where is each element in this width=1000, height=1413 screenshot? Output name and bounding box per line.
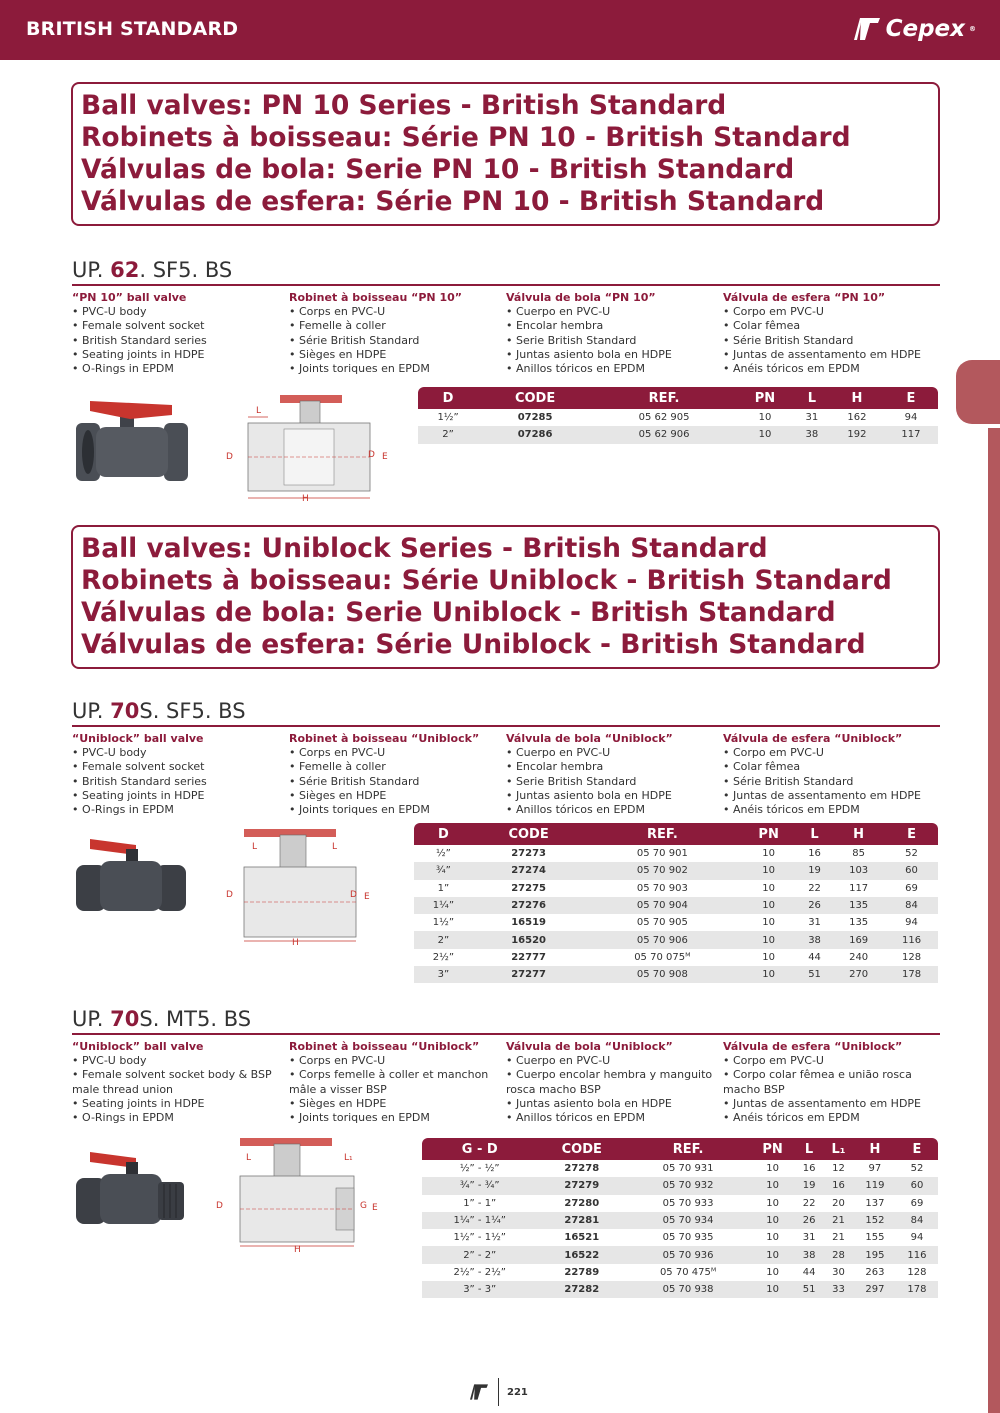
drawing3-label-l1: L₁ (344, 1153, 353, 1163)
section1-heading-pt: Válvulas de esfera: Série PN 10 - British Standard (81, 186, 825, 217)
drawing3-label-d: D (216, 1201, 223, 1211)
drawing3-label-h: H (294, 1245, 301, 1255)
drawing1-label-h: H (302, 494, 309, 503)
footer-separator (498, 1378, 499, 1406)
technical-drawing (224, 827, 384, 947)
ball-valve-photo (72, 1148, 192, 1228)
product1-table (418, 387, 938, 444)
drawing3-label-g: G (360, 1201, 367, 1211)
drawing1-label-d: D (226, 452, 233, 462)
product3-model-number: 70 (110, 1007, 140, 1031)
brand-logo (852, 16, 976, 42)
table-row: 1¼” - 1¼” 27281 05 70 934 10 26 21 152 84 (422, 1212, 938, 1229)
table-row: ¾” 27274 05 70 902 10 19 103 60 (414, 862, 938, 879)
product3-desc-pt: Válvula de esfera “Uniblock” • Corpo em PVC-U • Corpo colar fêmea e união rosca macho BSP • Juntas de assentamento em HDPE • Anéis tóricos em EPDM (723, 1040, 921, 1125)
table-row: 1½” 07285 05 62 905 10 31 162 94 (437, 412, 918, 424)
product2-model-suffix: S. SF5. BS (139, 699, 246, 723)
drawing1-label-d2: D (368, 450, 375, 460)
table-row: 2” 16520 05 70 906 10 38 169 116 (414, 931, 938, 948)
table-row: 3” 27277 05 70 908 10 51 270 178 (414, 966, 938, 983)
brand-name: Cepex (885, 16, 965, 42)
section1-heading-box (71, 82, 940, 226)
product2-model (72, 697, 940, 727)
drawing2-label-l: L (252, 842, 258, 852)
table-row: ½” - ½” 27278 05 70 931 10 16 12 97 52 (459, 1163, 924, 1175)
product2-desc-en: “Uniblock” ball valve • PVC-U body • Female solvent socket • British Standard series • Seating joints in HDPE • O-Rings in EPDM (72, 732, 207, 817)
section2-heading-pt: Válvulas de esfera: Série Uniblock - British Standard (81, 629, 866, 660)
table-row: ¾” - ¾” 27279 05 70 932 10 19 16 119 60 (422, 1177, 938, 1194)
ball-valve-photo (72, 393, 192, 488)
drawing2-label-h: H (292, 938, 299, 947)
section2-heading-box (71, 525, 940, 669)
table-row: 3” - 3” 27282 05 70 938 10 51 33 297 178 (422, 1281, 938, 1298)
technical-drawing (210, 1136, 385, 1256)
table-row: 1½” - 1½” 16521 05 70 935 10 31 21 155 94 (453, 1232, 924, 1244)
product2-model-number: 70 (110, 699, 140, 723)
side-tab (956, 360, 1000, 424)
table-row: 1” - 1” 27280 05 70 933 10 22 20 137 69 (463, 1197, 924, 1209)
product1-model-suffix: . SF5. BS (139, 258, 233, 282)
drawing2-label-d2: D (350, 890, 357, 900)
table-header-row: D CODE REF. PN L H E (414, 823, 938, 845)
product2-desc-fr: Robinet à boisseau “Uniblock” • Corps en PVC-U • Femelle à coller • Série British Standard • Sièges en HDPE • Joints toriques en EPDM (289, 732, 480, 817)
table-row: 1” 27275 05 70 903 10 22 117 69 (437, 882, 918, 894)
section-title: BRITISH STANDARD (26, 18, 239, 40)
section2-heading-es: Válvulas de bola: Serie Uniblock - British Standard (81, 597, 836, 628)
cepex-logo-icon (852, 16, 882, 42)
technical-drawing (224, 393, 394, 503)
product2-desc-pt: Válvula de esfera “Uniblock” • Corpo em PVC-U • Colar fêmea • Série British Standard • Juntas de assentamento em HDPE • Anéis tóricos em EPDM (723, 732, 921, 817)
section1-heading-fr: Robinets à boisseau: Série PN 10 - British Standard (81, 122, 851, 153)
table-row: 2½” 22777 05 70 075ᴹ 10 44 240 128 (432, 951, 922, 963)
product1-model-prefix: UP. (72, 258, 104, 282)
drawing2-label-l2: L (332, 842, 338, 852)
footer (468, 1378, 528, 1406)
product3-desc-fr: Robinet à boisseau “Uniblock” • Corps en PVC-U • Corps femelle à coller et manchon mâle a visser BSP • Sièges en HDPE • Joints toriques en EPDM (289, 1040, 489, 1125)
product1-description (72, 291, 940, 376)
product3-table (422, 1138, 938, 1298)
section2-heading-fr: Robinets à boisseau: Série Uniblock - British Standard (81, 565, 892, 596)
product1-model-number: 62 (110, 258, 140, 282)
product2-table (414, 823, 938, 983)
product1-model (72, 256, 940, 286)
side-line (988, 428, 1000, 1413)
table-row: 1¼” 27276 05 70 904 10 26 135 84 (414, 897, 938, 914)
ball-valve-photo (72, 835, 192, 915)
drawing3-label-l: L (246, 1153, 252, 1163)
section1-heading-en: Ball valves: PN 10 Series - British Standard (81, 90, 727, 121)
section2-heading-en: Ball valves: Uniblock Series - British Standard (81, 533, 768, 564)
product2-model-prefix: UP. (72, 699, 104, 723)
page-number: 221 (507, 1386, 528, 1398)
section1-heading-es: Válvulas de bola: Serie PN 10 - British Standard (81, 154, 795, 185)
product2-desc-es: Válvula de bola “Uniblock” • Cuerpo en PVC-U • Encolar hembra • Serie British Standard • Juntas asiento bola en HDPE • Anillos tóricos en EPDM (506, 732, 673, 817)
product1-desc-fr: Robinet à boisseau “PN 10” • Corps en PVC-U • Femelle à coller • Série British Standard • Sièges en HDPE • Joints toriques en EPDM (289, 291, 463, 376)
table-row: 2” 07286 05 62 906 10 38 192 117 (418, 426, 938, 443)
table-header-row: D CODE REF. PN L H E (418, 387, 938, 409)
drawing3-label-e: E (372, 1203, 378, 1213)
product3-desc-en: “Uniblock” ball valve • PVC-U body • Female solvent socket body & BSP male thread union • Seating joints in HDPE • O-Rings in EPDM (72, 1040, 272, 1125)
top-bar (0, 0, 1000, 60)
table-row: 2” - 2” 16522 05 70 936 10 38 28 195 116 (422, 1246, 938, 1263)
product3-model-prefix: UP. (72, 1007, 104, 1031)
product3-model (72, 1005, 940, 1035)
product2-description (72, 732, 940, 817)
table-row: ½” 27273 05 70 901 10 16 85 52 (435, 848, 918, 860)
product3-desc-es: Válvula de bola “Uniblock” • Cuerpo en PVC-U • Cuerpo encolar hembra y manguito rosca macho BSP • Juntas asiento bola en HDPE • Anillos tóricos en EPDM (506, 1040, 713, 1125)
table-row: 2½” - 2½” 22789 05 70 475ᴹ 10 44 30 263 128 (453, 1266, 927, 1278)
product1-desc-en: “PN 10” ball valve • PVC-U body • Female solvent socket • British Standard series • Seating joints in HDPE • O-Rings in EPDM (72, 291, 207, 376)
table-header-row: G - D CODE REF. PN L L₁ H E (422, 1138, 938, 1160)
brand-mark: ® (969, 25, 976, 33)
cepex-logo-icon (468, 1383, 490, 1401)
drawing2-label-d: D (226, 890, 233, 900)
product3-description (72, 1040, 940, 1125)
drawing2-label-e: E (364, 892, 370, 902)
drawing1-label-l: L (256, 406, 262, 416)
product1-desc-es: Válvula de bola “PN 10” • Cuerpo en PVC-U • Encolar hembra • Serie British Standard • Juntas asiento bola en HDPE • Anillos tóricos en EPDM (506, 291, 672, 376)
product1-desc-pt: Válvula de esfera “PN 10” • Corpo em PVC-U • Colar fêmea • Série British Standard • Juntas de assentamento em HDPE • Anéis tóricos em EPDM (723, 291, 921, 376)
drawing1-label-e: E (382, 452, 388, 462)
table-row: 1½” 16519 05 70 905 10 31 135 94 (432, 917, 918, 929)
product3-model-suffix: S. MT5. BS (139, 1007, 252, 1031)
